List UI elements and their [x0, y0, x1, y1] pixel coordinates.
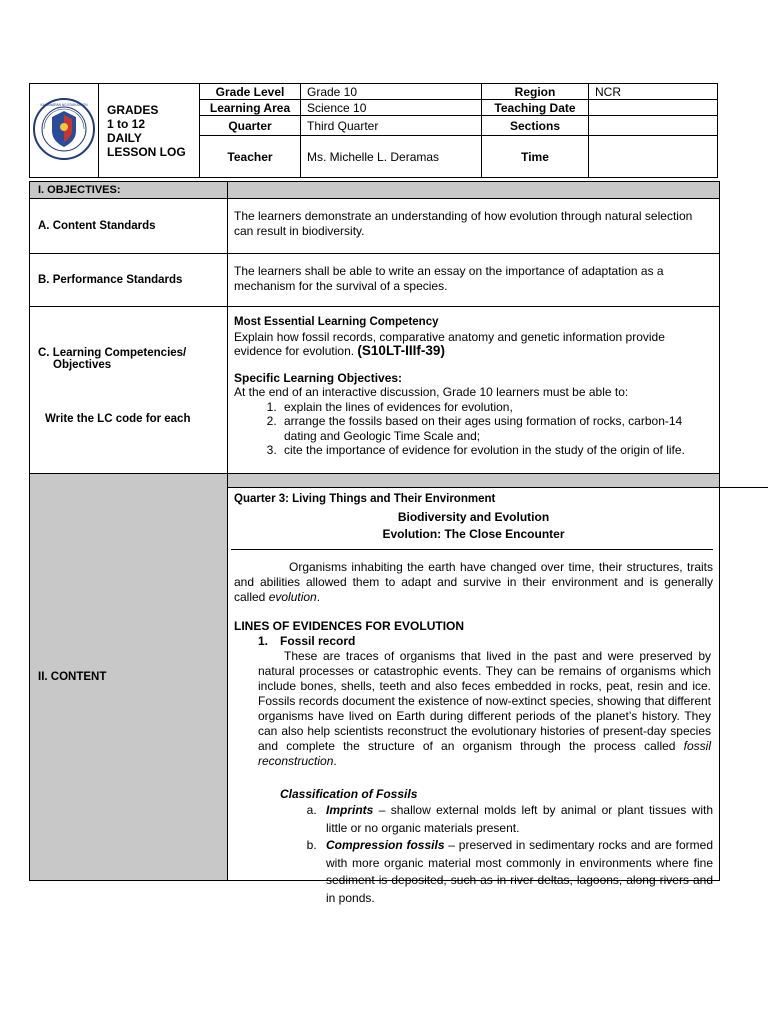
lines-heading: LINES OF EVIDENCES FOR EVOLUTION [234, 619, 465, 633]
fossil-paragraph [258, 649, 711, 769]
performance-standards-row [30, 254, 719, 307]
competencies-row [30, 307, 719, 474]
time-value[interactable] [589, 136, 718, 178]
sections-label: Sections [482, 116, 589, 136]
class-text: – preserved in sedimentary rocks and are formed with more organic material most commonly in environments where fine sediment is deposited, such as in river deltas, lagoons, along rivers and in ponds. [326, 838, 713, 905]
deped-seal [30, 84, 99, 178]
competencies-label: C. Learning Competencies/ [38, 347, 187, 359]
title-line: DAILY [107, 130, 142, 145]
objectives-heading-fill [228, 182, 719, 198]
class-term: Compression fossils [326, 838, 445, 852]
content-label: II. CONTENT [30, 474, 228, 880]
quarter-label: Quarter [200, 116, 301, 136]
teaching-date-label: Teaching Date [482, 100, 589, 116]
content-row [30, 474, 719, 905]
region-value[interactable]: NCR [589, 84, 718, 100]
melc-paragraph [234, 330, 713, 359]
deped-seal-icon [32, 97, 96, 161]
edge-line [718, 487, 768, 488]
fossil-term: fossil reconstruction [258, 739, 711, 768]
teaching-date-value[interactable] [589, 100, 718, 116]
lesson-table [29, 181, 720, 905]
quarter-value[interactable]: Third Quarter [301, 116, 482, 136]
content-standards-label: A. Content Standards [30, 199, 228, 253]
performance-standards-text: The learners shall be able to write an essay on the importance of adaptation as a mechanism for the survival of a species. [234, 264, 664, 293]
title-line: LESSON LOG [107, 144, 186, 159]
subtopic-title: Evolution: The Close Encounter [382, 527, 565, 541]
content-text [228, 488, 719, 907]
content-standards-row [30, 199, 719, 254]
learning-area-label: Learning Area [200, 100, 301, 116]
slo-intro: At the end of an interactive discussion, Grade 10 learners must be able to: [234, 385, 629, 399]
slo-list [234, 400, 713, 458]
content-gray-band [228, 474, 719, 488]
topic-title: Biodiversity and Evolution [397, 510, 550, 524]
classification-heading: Classification of Fossils [280, 787, 418, 801]
slo-heading: Specific Learning Objectives: [234, 370, 403, 385]
lc-code-note: Write the LC code for each [45, 413, 191, 425]
header-table [29, 83, 718, 178]
intro-end: . [316, 590, 321, 604]
fossil-heading: 1. Fossil record [258, 634, 356, 648]
title-line: 1 to 12 [107, 116, 146, 131]
fossil-heading-text: Fossil record [280, 634, 356, 648]
intro-term: evolution [268, 590, 317, 604]
teacher-value[interactable]: Ms. Michelle L. Deramas [301, 136, 482, 178]
list-item [320, 837, 713, 907]
competencies-label-block [30, 307, 228, 473]
melc-text: Explain how fossil records, comparative anatomy and genetic information provide evidence for evolution. [234, 329, 665, 358]
content-body [228, 474, 719, 905]
intro-paragraph [234, 560, 713, 605]
svg-text:KAGAWARAN NG EDUKASYON: KAGAWARAN NG EDUKASYON [40, 103, 88, 107]
fossil-text: These are traces of organisms that lived in the past and were preserved by natural processes or catastrophic events. They can be remains of organisms which include bones, shells, teeth and also feces embedded in rocks, peat, resin and ice. Fossils records document the existence of now-extinct species, showing that different organisms have lived on Earth during different periods of the planet’s history. They can also help scientists reconstruct the evolutionary histories of present-day species and complete the structure of an organism through the process called [258, 649, 711, 753]
learning-area-value[interactable]: Science 10 [301, 100, 482, 116]
class-term: Imprints [326, 803, 374, 817]
objectives-heading-row [30, 182, 719, 199]
competencies-content [228, 307, 719, 473]
time-label: Time [482, 136, 589, 178]
intro-text: Organisms inhabiting the earth have changed over time, their structures, traits and abilities allowed them to adapt and survive in their environment and is generally called [234, 560, 713, 604]
performance-standards-label: B. Performance Standards [30, 254, 228, 306]
objectives-heading: I. OBJECTIVES: [30, 182, 228, 198]
list-item [320, 802, 713, 837]
grade-level-value[interactable]: Grade 10 [301, 84, 482, 100]
grade-level-label: Grade Level [200, 84, 301, 100]
list-item: 3. cite the importance of evidence for evolution in the study of the origin of life. [280, 443, 713, 458]
objectives-label: Objectives [53, 359, 112, 371]
divider [231, 549, 713, 550]
title-line: GRADES [107, 102, 159, 117]
sections-value[interactable] [589, 116, 718, 136]
fossil-section [234, 634, 713, 802]
class-text: – shallow external molds left by animal or plant tissues with little or no organic materials present. [326, 803, 713, 835]
melc-heading: Most Essential Learning Competency [234, 316, 439, 328]
content-standards-text: The learners demonstrate an understanding of how evolution through natural selection can result in biodiversity. [234, 209, 693, 238]
teacher-label: Teacher [200, 136, 301, 178]
region-label: Region [482, 84, 589, 100]
quarter-heading: Quarter 3: Living Things and Their Environment [234, 493, 496, 505]
fossil-end: . [333, 754, 337, 768]
melc-code: (S10LT-IIIf-39) [357, 343, 445, 358]
grades-title [99, 84, 200, 178]
list-item: 1. explain the lines of evidences for evolution, [280, 400, 713, 415]
list-item: 2. arrange the fossils based on their ages using formation of rocks, carbon-14 dating and Geologic Time Scale and; [280, 414, 713, 443]
classification-list [234, 802, 713, 907]
